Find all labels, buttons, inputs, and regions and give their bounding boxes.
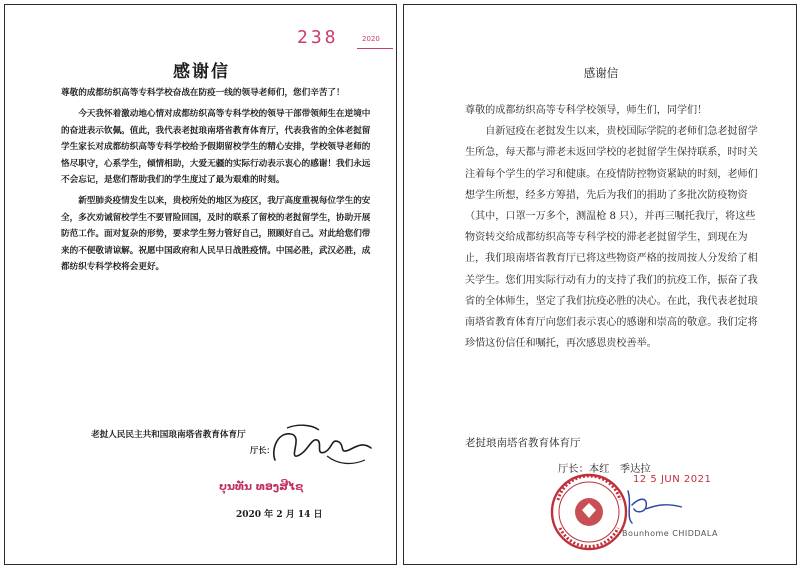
body-paragraph: 自新冠疫在老挝发生以来，贵校国际学院的老师们急老挝留学生所急，每天都与滞老未返回学校的老挝留学生保持联系，时时关注着每个学生的学习和健康。在疫情防控物资紧缺的时刻，老师们想学生所想，经多方筹措，先后为我们的捐助了多批次防疫物资（其中，口罩一万多个，测温枪 8 只），并再三嘱托我厅，将这些物资转交给成都纺织高等专科学校的滞老老挝留学生，到现在为止，我们琅南塔省教育厅已将这些物资严格的按周按人分发给了相关学生。您们用实际行动有力的支持了我们的抗疫工作，振奋了我省的全体师生，坚定了我们抗疫必胜的决心。在此，我代表老挝琅南塔省教育体育厅向您们表示衷心的感谢和崇高的敬意。我们定将珍惜这份信任和嘱托，再次感恩贵校善举。 bbox=[465, 126, 758, 350]
date-stamp: 12 5 JUN 2021 bbox=[633, 474, 712, 485]
letter-date: 2020 年 2 月 14 日 bbox=[236, 510, 323, 520]
handwritten-signature bbox=[622, 483, 692, 528]
letter-body bbox=[61, 85, 373, 275]
sender-organization: 老挝人民民主共和国琅南塔省教育体育厅 bbox=[91, 430, 246, 440]
signatory-printed-name: Bounhome CHIDDALA bbox=[622, 529, 718, 538]
salutation: 尊敬的成都纺织高等专科学校奋战在防疫一线的领导老师们，您们辛苦了！ bbox=[61, 88, 345, 98]
sender-director: 厅长：本红 季达拉 bbox=[558, 463, 651, 475]
sender-role: 厅长： bbox=[250, 445, 275, 455]
stamp-mark: 2020 bbox=[362, 35, 380, 43]
stamp-number: 238 bbox=[297, 27, 339, 48]
salutation: 尊敬的成都纺织高等专科学校领导，师生们，同学们！ bbox=[465, 105, 708, 116]
handwritten-signature bbox=[267, 420, 377, 475]
sender-organization: 老挝琅南塔省教育体育厅 bbox=[465, 437, 581, 449]
lao-signatory-name: ບຸນທັນ ທອງສີໄຊ bbox=[219, 480, 304, 493]
letter-title: 感谢信 bbox=[583, 66, 619, 80]
letter-page-left bbox=[4, 4, 397, 565]
stamp-underline bbox=[357, 48, 393, 49]
letter-body bbox=[465, 100, 765, 354]
letter-title: 感谢信 bbox=[173, 62, 230, 82]
body-paragraph: 新型肺炎疫情发生以来，贵校所处的地区为疫区，我厅高度重视每位学生的安全，多次劝诫留校学生不要冒险回国，及时的联系了留校的老挝留学生，协助开展防范工作。面对复杂的形势，要求学生努力管好自己，照顾好自己。对此给您们带来的不便敬请谅解。祝愿中国政府和人民早日战胜疫情。中国必胜，武汉必胜，成都纺织专科学校将会更好。 bbox=[61, 196, 371, 273]
letter-page-right bbox=[403, 4, 797, 565]
body-paragraph: 今天我怀着激动地心情对成都纺织高等专科学校的领导干部带领师生在逆境中的奋进表示钦佩。值此，我代表老挝琅南塔省教育体育厅，代表我省的全体老挝留学生家长对成都纺织高等专科学校给予假期留校学生的精心安排，学校领导老师的恪尽职守，心系学生，倾情相助，大爱无疆的实际行动表示衷心的感谢！我们永远不会忘记，是您们帮助我们的学生度过了最为艰难的时刻。 bbox=[61, 109, 371, 186]
official-seal-icon bbox=[544, 470, 634, 552]
